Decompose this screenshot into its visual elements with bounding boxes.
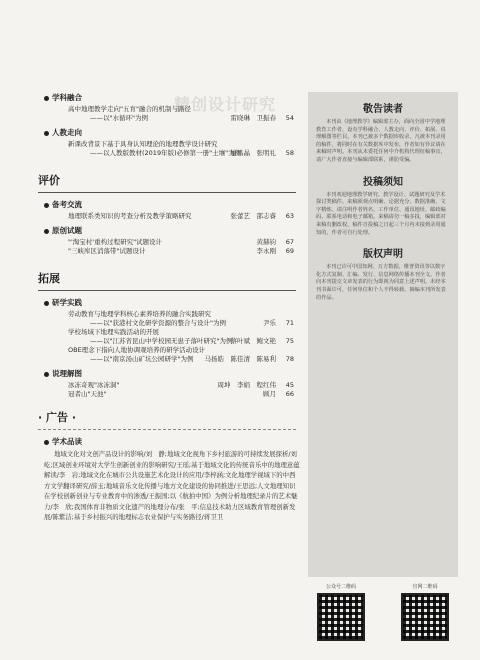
qr-label: 公众号二维码 — [325, 584, 356, 590]
subsection-heading: 人教走向 — [44, 127, 296, 138]
toc-entry[interactable]: 学校场域下地理实践活动的开展 ——以"江苏省昆山中学校园无患子落叶研究"为例 蔡叶斌 鲍文艳 75 — [68, 328, 294, 345]
qr-code-row — [316, 583, 450, 641]
toc-entry[interactable]: 新课改背景下基于具身认知理论的地理教学设计研究 ——以人教版教材(2019年版)必修第一册"土壤"为例 廖昌晶 张明礼 58 — [68, 140, 294, 157]
sidebar-text: 本刊由《地理教学》编辑部主办，面向全国中学地理教育工作者，设有学科融合、人教走向、评价、拓展、说理解图等栏目。本刊已被多个数据库收录，凡被本刊录用的稿件，将同时在有关数据库中发布，作者如有异议请在来稿时声明。本刊从未委托任何中介机构代理征稿事宜，请广大作者直接与编辑部联系，谨防受骗。 — [316, 119, 446, 163]
toc-entry[interactable]: "三峡库区消落带"试题设计 李永刚 69 — [68, 247, 294, 255]
bullet-icon — [44, 372, 49, 377]
bullet-icon — [44, 96, 49, 101]
bleed-through-text: 精创设计研究 — [173, 95, 276, 114]
subsection-heading: 说理解图 — [44, 368, 296, 379]
advert-text: 地域文化对文创产品设计的影响/刘 静;地域文化视角下乡村旅游的可持续发展探析/刘 屹;区域创业环境对大学生创新创业的影响研究/王瑶;基于地域文化的传统音乐中的地理意蕴解读/李 岩;地域文化在城市公共设施艺术化设计的应用/李梓涵;文化地理学视域下的中西方文学翻译研究/薛玉;地域音乐文化传播与地方文化建设的协同推进/王思远;人文地理知识在学校创新创业与专业教育中的渗透/王振国;以《航拍中国》为例分析地理纪录片的艺术魅力/李 欣;我国体育非物质文化遗产的地理分布/张 平;信息技术助力区域教育管理创新发展/陈紫洁;基于乡村振兴的地理标志农业保护与实务路径/蒋卫卫 — [44, 450, 304, 521]
section-title: 评价 — [38, 172, 296, 193]
qr-block — [400, 583, 450, 641]
qr-block — [316, 583, 366, 641]
toc-entry[interactable]: 冰冻奇观"冰冻洞" 周坤 李娟 程红伟 45 — [68, 381, 294, 389]
subsection-heading: 备考交流 — [44, 199, 296, 210]
qr-code-icon[interactable] — [401, 593, 449, 641]
subsection-heading: 原创试题 — [44, 225, 296, 236]
toc-entry[interactable]: 地理联系类知识的考查分析及教学策略研究 张蕾艺 邵志睿 63 — [68, 212, 294, 220]
toc-entry[interactable]: 劳动教育与地理学科核心素养培养的融合实践研究 ——以"获港村文化研学资源的整合与设计"为例 尹乐 71 — [68, 310, 294, 327]
toc-entry[interactable]: OBE理念下指向人地协调观培养的研学活动设计 ——以"南京汤山矿坑公园研学"为例 马扬皓 陈佳清 陈易利 78 — [68, 346, 294, 363]
subsection-heading: 学科融合 — [44, 92, 296, 103]
sidebar-text: 本刊欢迎地理教学研究、教学设计、试题研究及学术探讨类稿件。来稿须观点明确、论据充分、数据准确、文字精炼。请注明作者姓名、工作单位、通讯地址、邮政编码、联系电话和电子邮箱。来稿请勿一稿多投，编辑部对来稿有删改权，稿件自投稿之日起三个月内未接到录用通知的，作者可自行处理。 — [316, 191, 446, 236]
toc-entry[interactable]: 冠者山"天池" 顾月 66 — [68, 390, 294, 398]
sidebar-title: 敬告读者 — [363, 104, 403, 115]
bullet-icon — [44, 203, 49, 208]
subsection-heading: 学术品读 — [44, 436, 296, 447]
toc-entry[interactable]: 高中地理教学走向"五育"融合的机制与路径 ——以"水循环"为例 雷晓琳 卫振春 54 — [68, 105, 294, 122]
subsection-heading: 研学实践 — [44, 297, 296, 308]
bullet-icon — [44, 301, 49, 306]
toc-entry[interactable]: "'淘宝村'重构过程研究"试题设计 黄赫钧 67 — [68, 238, 294, 246]
qr-label: 官网二维码 — [412, 584, 438, 590]
bullet-icon — [44, 229, 49, 234]
bullet-icon — [44, 440, 49, 445]
qr-code-icon[interactable] — [317, 593, 365, 641]
section-title: · 广告 · — [38, 409, 296, 430]
table-of-contents — [38, 88, 304, 523]
sidebar-title: 投稿须知 — [363, 176, 403, 188]
bullet-icon — [44, 131, 49, 136]
sidebar-title: 版权声明 — [363, 249, 403, 261]
notice-sidebar — [308, 92, 458, 577]
section-title: 拓展 — [38, 270, 296, 291]
sidebar-text: 本刊已许可中国知网、万方数据、维普资讯等以数字化方式复制、汇编、发行、信息网络传播本刊全文。作者向本刊提交文章发表的行为即视为同意上述声明。未经本刊书面许可，任何单位和个人不得转载、摘编本刊所发表的作品。 — [316, 264, 446, 301]
